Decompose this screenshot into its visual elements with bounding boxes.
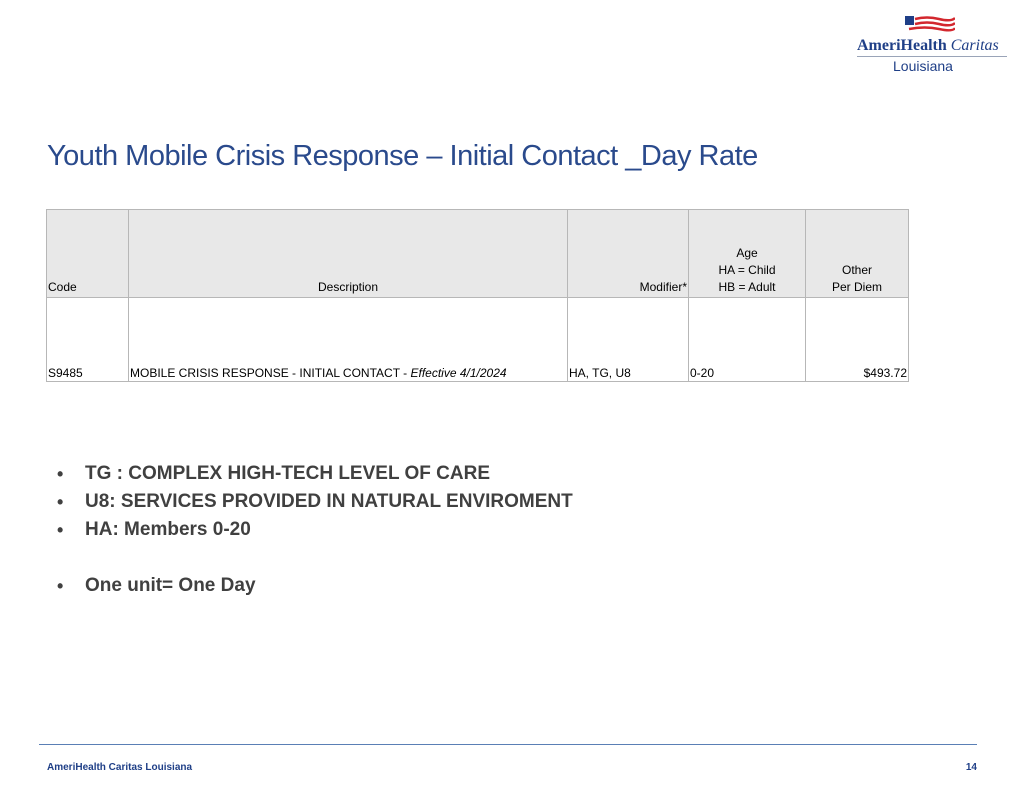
header-age-line2: HA = Child [718, 263, 776, 277]
bullet-icon: • [57, 491, 64, 512]
bullet-icon: • [57, 463, 64, 484]
bullet-icon: • [57, 575, 64, 596]
footer-divider [39, 744, 977, 745]
list-item [57, 460, 573, 488]
company-logo [853, 14, 1013, 78]
page-number: 14 [965, 762, 977, 773]
cell-modifier: HA, TG, U8 [568, 298, 689, 382]
cell-code: S9485 [47, 298, 129, 382]
cell-rate: $493.72 [806, 298, 909, 382]
logo-brand-name [857, 37, 999, 55]
bullet-text: HA: Members 0-20 [85, 519, 251, 540]
header-code: Code [47, 210, 129, 298]
bullet-text: U8: SERVICES PROVIDED IN NATURAL ENVIROMENT [85, 491, 573, 512]
cell-effective-date: Effective 4/1/2024 [410, 366, 507, 380]
logo-divider [857, 56, 1007, 57]
list-item [57, 572, 573, 600]
list-item [57, 516, 573, 544]
cell-description-text: MOBILE CRISIS RESPONSE - INITIAL CONTACT - [130, 366, 411, 380]
logo-state: Louisiana [893, 58, 953, 74]
footer-org: AmeriHealth Caritas Louisiana [47, 762, 193, 773]
cell-age: 0-20 [689, 298, 806, 382]
bullet-text: TG : COMPLEX HIGH-TECH LEVEL OF CARE [85, 463, 490, 484]
bullet-icon: • [57, 519, 64, 540]
table-header-row [47, 210, 909, 298]
flag-icon [905, 16, 955, 36]
header-description: Description [129, 210, 568, 298]
header-other-line1: Other [841, 263, 872, 277]
header-age [689, 210, 806, 298]
header-age-line3: HB = Adult [718, 280, 776, 294]
logo-brand-bold: AmeriHealth [857, 37, 947, 54]
rate-table [46, 209, 909, 382]
header-age-line1: Age [736, 246, 758, 260]
page-title: Youth Mobile Crisis Response – Initial Contact _Day Rate [47, 140, 758, 172]
table-row [47, 298, 909, 382]
bullet-list [57, 460, 573, 600]
header-other-line2: Per Diem [831, 280, 882, 294]
list-item [57, 488, 573, 516]
cell-description [129, 298, 568, 382]
header-modifier: Modifier* [568, 210, 689, 298]
bullet-text: One unit= One Day [85, 575, 256, 596]
header-other-per-diem [806, 210, 909, 298]
logo-brand-italic: Caritas [950, 37, 999, 54]
